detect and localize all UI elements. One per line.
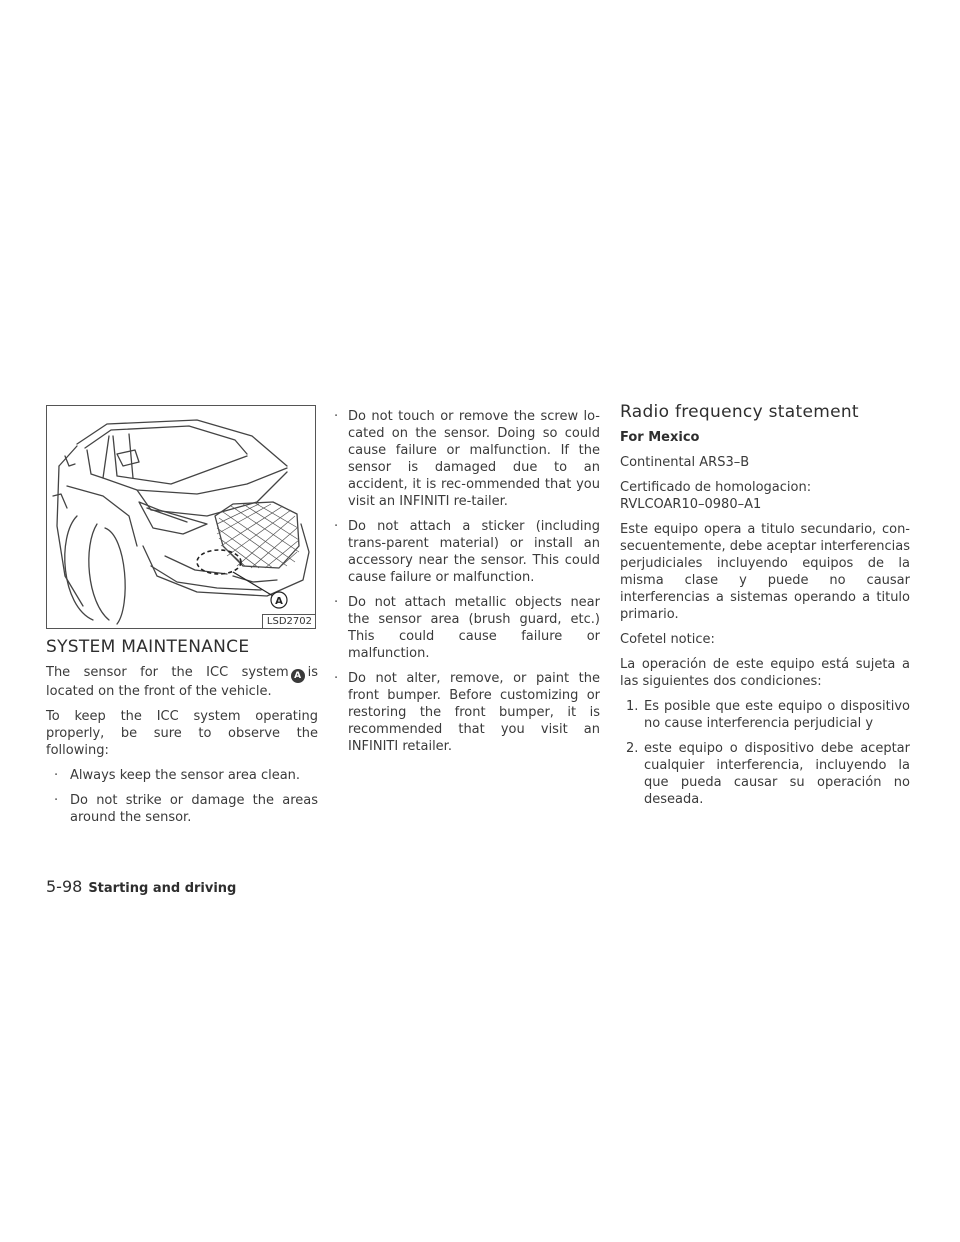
list-item (626, 698, 910, 732)
list-number: 1. (626, 699, 639, 714)
list-item: · Do not attach a sticker (including trans-parent material) or install an accessory near the sensor. This could cause failure or malfunction. (332, 518, 600, 586)
list-item: · Do not attach metallic objects near the sensor area (brush guard, etc.) This could cause failure or malfunction. (332, 594, 600, 662)
vehicle-figure (46, 405, 316, 629)
list-item: · Do not touch or remove the screw lo-cated on the sensor. Doing so could cause failure or malfunction. If the sensor is damaged due to an accident, it is rec-ommended that you visit an INFINITI re-tailer. (332, 408, 600, 510)
bullet-list-middle (332, 408, 600, 755)
paragraph-conditions: La operación de este equipo está sujeta a las siguientes dos condiciones: (620, 657, 910, 689)
list-item: · Do not alter, remove, or paint the front bumper. Before customizing or restoring the front bumper, it is recommended that you visit an INFINITI retailer. (332, 670, 600, 755)
page-number: 5-98 (46, 877, 83, 896)
figure-code: LSD2702 (262, 614, 315, 628)
column-right (620, 404, 910, 816)
callout-a-icon: A (291, 669, 305, 683)
paragraph-certificate (620, 479, 910, 513)
car-front-sensor-illustration (47, 406, 316, 629)
bullet-list-left (46, 767, 318, 826)
paragraph-model: Continental ARS3–B (620, 455, 750, 470)
paragraph-cofetel: Cofetel notice: (620, 632, 715, 647)
page-footer (46, 877, 236, 896)
list-item: · Always keep the sensor area clean. (46, 767, 318, 784)
column-middle (332, 408, 600, 763)
list-text: Es posible que este equipo o dispositivo no cause interferencia perjudicial y (644, 699, 910, 731)
paragraph-sensor-location (46, 664, 318, 700)
figure-callout: A (275, 596, 283, 607)
list-item (626, 740, 910, 808)
section-title: Starting and driving (88, 881, 237, 896)
certificate-label: Certificado de homologacion: (620, 480, 812, 495)
subheading-mexico: For Mexico (620, 430, 700, 445)
list-number: 2. (626, 741, 639, 756)
list-text: este equipo o dispositivo debe aceptar cualquier interferencia, incluyendo la que pueda causar su operación no deseada. (644, 741, 910, 807)
paragraph-keep-operating: To keep the ICC system operating properly, be sure to observe the following: (46, 709, 318, 758)
heading-system-maintenance: SYSTEM MAINTENANCE (46, 637, 250, 657)
paragraph-text: is located on the front of the vehicle. (46, 665, 318, 699)
list-item: · Do not strike or damage the areas around the sensor. (46, 792, 318, 826)
certificate-number: RVLCOAR10–0980–A1 (620, 497, 762, 512)
paragraph-secondary-operation: Este equipo opera a titulo secundario, con-secuentemente, debe aceptar interferencias perjudiciales incluyendo equipos de la misma clase y puede no causar interferencias a sistemas operando a titulo primario. (620, 522, 910, 622)
numbered-list (620, 698, 910, 808)
column-left (46, 405, 318, 834)
heading-radio-frequency: Radio frequency statement (620, 402, 859, 422)
paragraph-text: The sensor for the ICC system (46, 665, 289, 680)
